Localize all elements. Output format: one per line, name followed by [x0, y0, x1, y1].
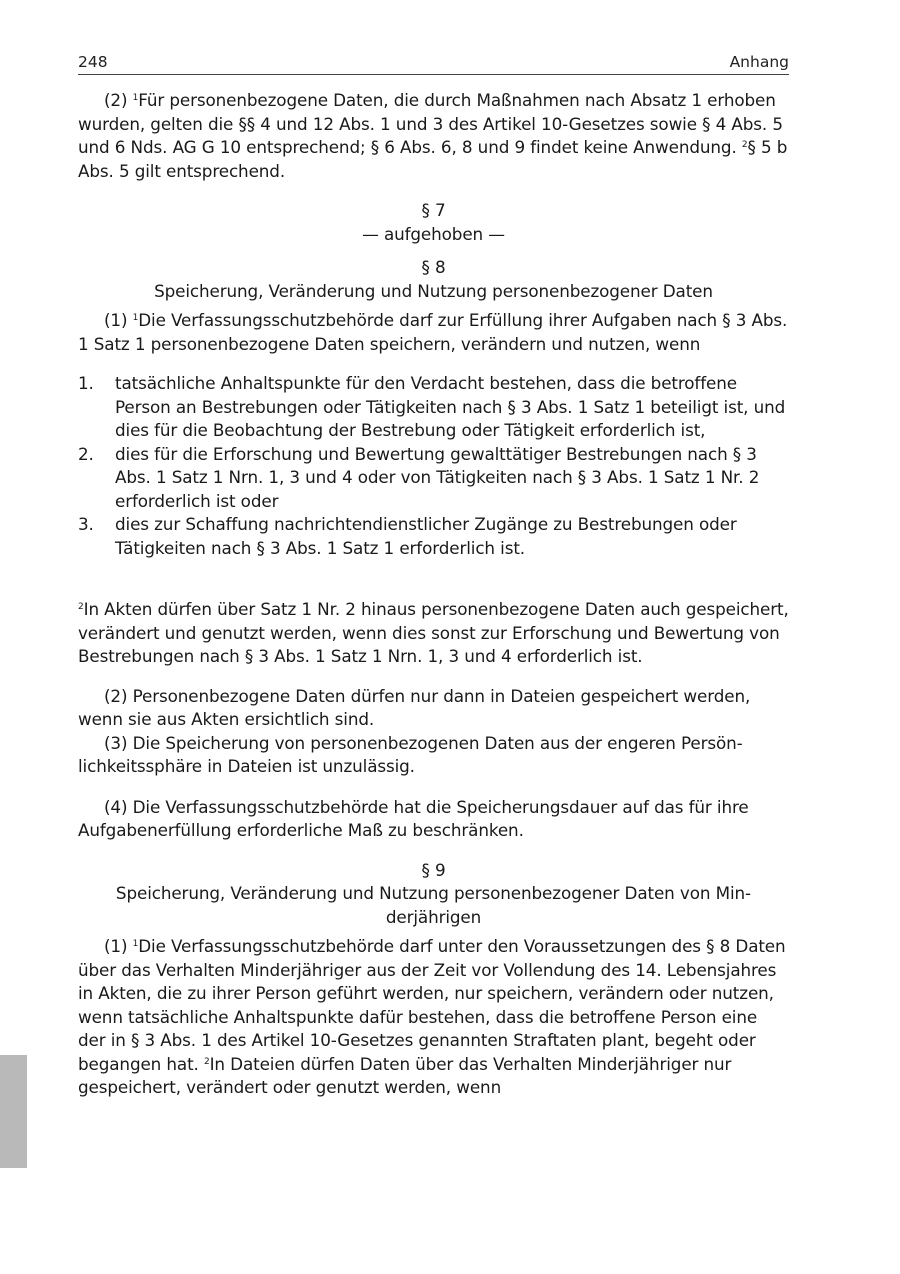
- section-7-title: — aufgehoben —: [362, 223, 505, 244]
- section-9-number: § 9: [421, 859, 446, 880]
- page-number: 248: [78, 53, 108, 71]
- running-header: [78, 52, 789, 75]
- section-9-title: Speicherung, Veränderung und Nutzung personenbezogener Daten von Minderjährigen: [115, 883, 752, 927]
- sentence-text: Für personenbezogene Daten, die durch Maßnahmen nach Absatz 1 erhoben wurden, gelten die §§ 4 und 12 Abs. 1 und 3 des Artikel 10-Gesetzes sowie § 4 Abs. 5 und 6 Nds. AG G 10 entsprechend; § 6 Abs. 6, 8 und 9 findet keine Anwendung.: [78, 90, 783, 157]
- paragraph-number: (1): [104, 310, 133, 330]
- page: [78, 52, 789, 1100]
- section-8-title: Speicherung, Veränderung und Nutzung personenbezogener Daten: [154, 280, 713, 301]
- sentence-number: 1: [132, 939, 139, 949]
- section-9-paragraph-1: [78, 935, 789, 1100]
- sentence-text: Die Verfassungsschutzbehörde darf zur Erfüllung ihrer Aufgaben nach § 3 Abs. 1 Satz 1 personenbezogene Daten speichern, verändern und nutzen, wenn: [78, 310, 788, 354]
- sentence-text: § 5 b Abs. 5 gilt entsprechend.: [78, 137, 788, 181]
- sentence-text: Die Verfassungsschutzbehörde darf unter den Voraussetzungen des § 8 Daten über das Verhalten Minderjähriger aus der Zeit vor Vollendung des 14. Lebensjahres in Akten, die zu ihrer Person geführt werden, nur speichern, verändern oder nutzen, wenn tatsächliche Anhaltspunkte dafür bestehen, dass die betroffene Person eine der in § 3 Abs. 1 des Artikel 10-Gesetzes genannten Straftaten plant, begeht oder begangen hat.: [78, 936, 786, 1074]
- section-name: Anhang: [729, 53, 789, 71]
- sentence-number: 1: [132, 93, 139, 103]
- list-item: [78, 513, 789, 560]
- thumb-index-tab: [0, 1055, 27, 1168]
- section-8-paragraph-3: (3) Die Speicherung von personenbezogenen Daten aus der engeren Persönlichkeitssphäre in Dateien ist unzulässig.: [78, 732, 743, 776]
- section-8-paragraph-4: (4) Die Verfassungsschutzbehörde hat die Speicherungsdauer auf das für ihre Aufgabenerfüllung erforderliche Maß zu beschränken.: [78, 796, 749, 840]
- section-7-number: § 7: [421, 200, 446, 220]
- section-8-paragraph-1: [78, 309, 789, 356]
- numbered-list: [78, 372, 789, 560]
- sentence-text: In Dateien dürfen Daten über das Verhalten Minderjähriger nur gespeichert, verändert oder genutzt werden, wenn: [78, 1053, 732, 1097]
- sentence-number: 2: [203, 1056, 210, 1067]
- paragraph-number: (2): [104, 90, 133, 110]
- list-text: dies für die Erforschung und Bewertung gewalttätiger Bestrebungen nach § 3 Abs. 1 Satz 1 Nrn. 1, 3 und 4 oder von Tätigkeiten nach § 3 Abs. 1 Satz 1 Nr. 2 erforderlich ist oder: [115, 443, 760, 511]
- sentence-number: 1: [132, 313, 139, 323]
- paragraph-number: (1): [104, 936, 133, 956]
- section-8-paragraph-1-sentence-2: [78, 598, 789, 669]
- list-text: tatsächliche Anhaltspunkte für den Verdacht bestehen, dass die betroffene Person an Bestrebungen oder Tätigkeiten nach § 3 Abs. 1 Satz 1 beteiligt ist, und dies für die Beobachtung der Bestrebung oder Tätigkeit erforderlich ist,: [115, 373, 786, 440]
- list-item: [78, 443, 789, 514]
- list-item: [78, 372, 789, 443]
- list-number: 1.: [78, 373, 94, 393]
- paragraph-2: [78, 89, 789, 183]
- list-text: dies zur Schaffung nachrichtendienstlicher Zugänge zu Bestrebungen oder Tätigkeiten nach § 3 Abs. 1 Satz 1 erforderlich ist.: [115, 514, 737, 558]
- section-8-number: § 8: [421, 257, 446, 277]
- sentence-number: 2: [741, 140, 748, 150]
- section-8-paragraph-2: (2) Personenbezogene Daten dürfen nur dann in Dateien gespeichert werden, wenn sie aus Akten ersichtlich sind.: [78, 685, 751, 729]
- sentence-number: 2: [78, 602, 84, 612]
- list-number: 2.: [78, 443, 94, 464]
- list-number: 3.: [78, 514, 94, 534]
- body-text: [78, 89, 789, 1100]
- sentence-text: In Akten dürfen über Satz 1 Nr. 2 hinaus personenbezogene Daten auch gespeichert, verändert und genutzt werden, wenn dies sonst zur Erforschung und Bewertung von Bestrebungen nach § 3 Abs. 1 Satz 1 Nrn. 1, 3 und 4 erforderlich ist.: [78, 599, 789, 666]
